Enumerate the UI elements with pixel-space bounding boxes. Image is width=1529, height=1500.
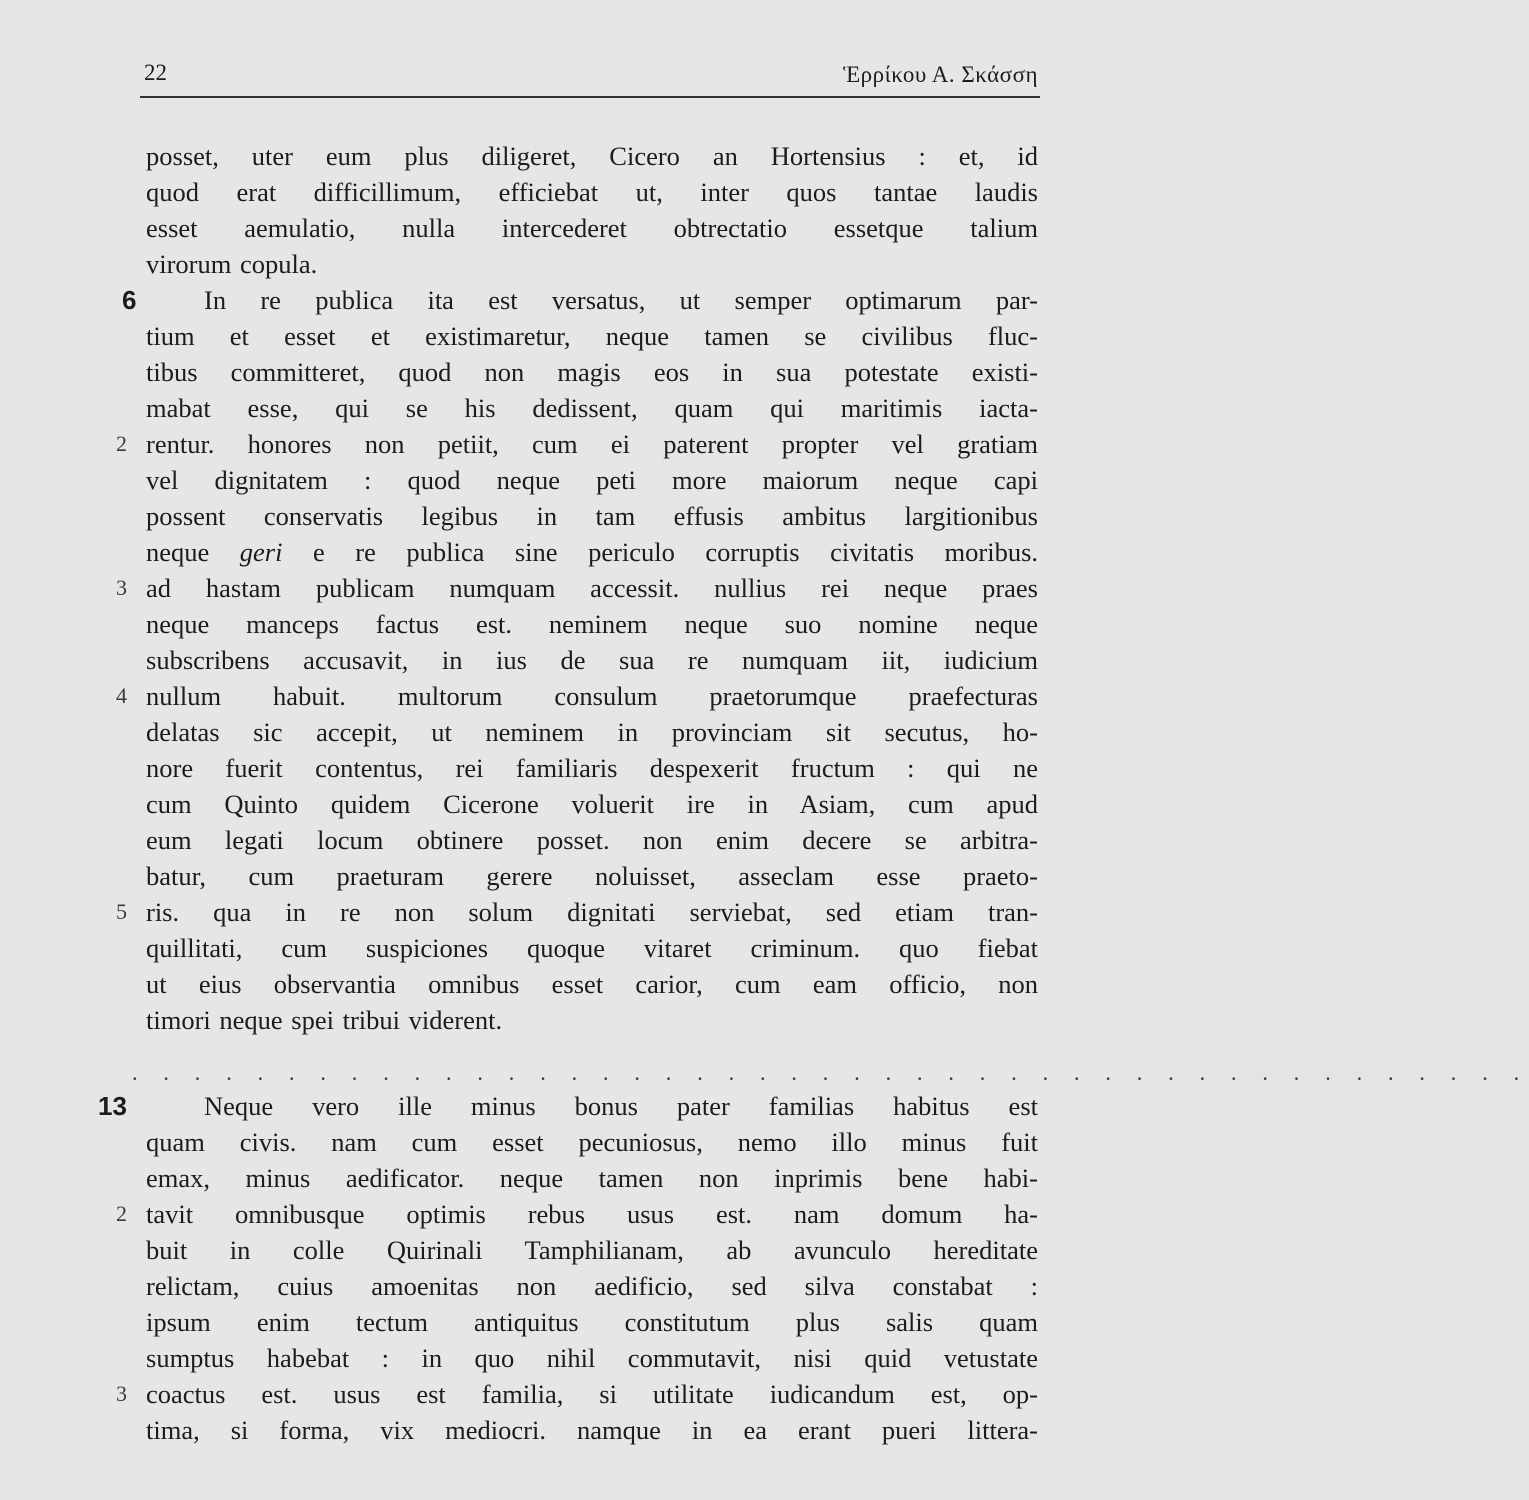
text-line: quam civis. nam cum esset pecuniosus, nemo illo minus fuit: [146, 1127, 1038, 1157]
text-line: cum Quinto quidem Cicerone voluerit ire in Asiam, cum apud: [146, 789, 1038, 819]
text-line: delatas sic accepit, ut neminem in provinciam sit secutus, ho-: [146, 717, 1038, 747]
running-header: [140, 58, 1040, 98]
text-line: possent conservatis legibus in tam effusis ambitus largitionibus: [146, 501, 1038, 531]
text-line: tima, si forma, vix mediocri. namque in ea erant pueri littera-: [146, 1415, 1038, 1445]
text-line: esset aemulatio, nulla intercederet obtrectatio essetque talium: [146, 213, 1038, 243]
text-line: batur, cum praeturam gerere noluisset, asseclam esse praeto-: [146, 861, 1038, 891]
text-line: relictam, cuius amoenitas non aedificio, sed silva constabat :: [146, 1271, 1038, 1301]
text-line: ad hastam publicam numquam accessit. nullius rei neque praes: [146, 573, 1038, 603]
text-line: buit in colle Quirinali Tamphilianam, ab avunculo hereditate: [146, 1235, 1038, 1265]
running-title: Ἑρρίκου Α. Σκάσση: [842, 62, 1038, 87]
text-line-mixed: [146, 534, 1038, 570]
text-line: Neque vero ille minus bonus pater familias habitus est: [204, 1091, 1038, 1121]
text-span: e re publica sine periculo corruptis civitatis moribus.: [313, 537, 1039, 567]
text-line: quod erat difficillimum, efficiebat ut, inter quos tantae laudis: [146, 177, 1038, 207]
section-number: 4: [116, 683, 127, 708]
text-line: nore fuerit contentus, rei familiaris despexerit fructum : qui ne: [146, 753, 1038, 783]
text-line: neque manceps factus est. neminem neque suo nomine neque: [146, 609, 1038, 639]
text-line: coactus est. usus est familia, si utilitate iudicandum est, op-: [146, 1379, 1038, 1409]
section-number: 3: [116, 575, 127, 600]
text-line: tibus committeret, quod non magis eos in sua potestate existi-: [146, 357, 1038, 387]
section-number: 3: [116, 1381, 127, 1406]
text-line: subscribens accusavit, in ius de sua re numquam iit, iudicium: [146, 645, 1038, 675]
text-line: eum legati locum obtinere posset. non enim decere se arbitra-: [146, 825, 1038, 855]
section-number: 5: [116, 899, 127, 924]
text-line: mabat esse, qui se his dedissent, quam qui maritimis iacta-: [146, 393, 1038, 423]
page-number: 22: [144, 60, 167, 85]
text-line: quillitati, cum suspiciones quoque vitaret criminum. quo fiebat: [146, 933, 1038, 963]
section-number: 2: [116, 1201, 127, 1226]
text-line: vel dignitatem : quod neque peti more maiorum neque capi: [146, 465, 1038, 495]
italic-word: geri: [239, 537, 283, 567]
paragraph-number: 6: [122, 285, 137, 315]
text-line: ris. qua in re non solum dignitati serviebat, sed etiam tran-: [146, 897, 1038, 927]
text-line: posset, uter eum plus diligeret, Cicero an Hortensius : et, id: [146, 141, 1038, 171]
section-number: 2: [116, 431, 127, 456]
text-line: virorum copula.: [146, 249, 318, 279]
text-line: ut eius observantia omnibus esset carior, cum eam officio, non: [146, 969, 1038, 999]
text-span: neque: [146, 537, 210, 567]
text-line: nullum habuit. multorum consulum praetorumque praefecturas: [146, 681, 1038, 711]
text-line: sumptus habebat : in quo nihil commutavit, nisi quid vetustate: [146, 1343, 1038, 1373]
text-line: tium et esset et existimaretur, neque tamen se civilibus fluc-: [146, 321, 1038, 351]
text-line: timori neque spei tribui viderent.: [146, 1005, 503, 1035]
text-line: ipsum enim tectum antiquitus constitutum plus salis quam: [146, 1307, 1038, 1337]
text-line: emax, minus aedificator. neque tamen non inprimis bene habi-: [146, 1163, 1038, 1193]
omission-dots: . . . . . . . . . . . . . . . . . . . . . . . . . . . . . . . . . . . . . . . . . . . . .: [132, 1060, 1529, 1085]
text-line: In re publica ita est versatus, ut semper optimarum par-: [204, 285, 1038, 315]
paragraph-number: 13: [98, 1091, 127, 1121]
text-line: tavit omnibusque optimis rebus usus est. nam domum ha-: [146, 1199, 1038, 1229]
text-line: rentur. honores non petiit, cum ei paterent propter vel gratiam: [146, 429, 1038, 459]
